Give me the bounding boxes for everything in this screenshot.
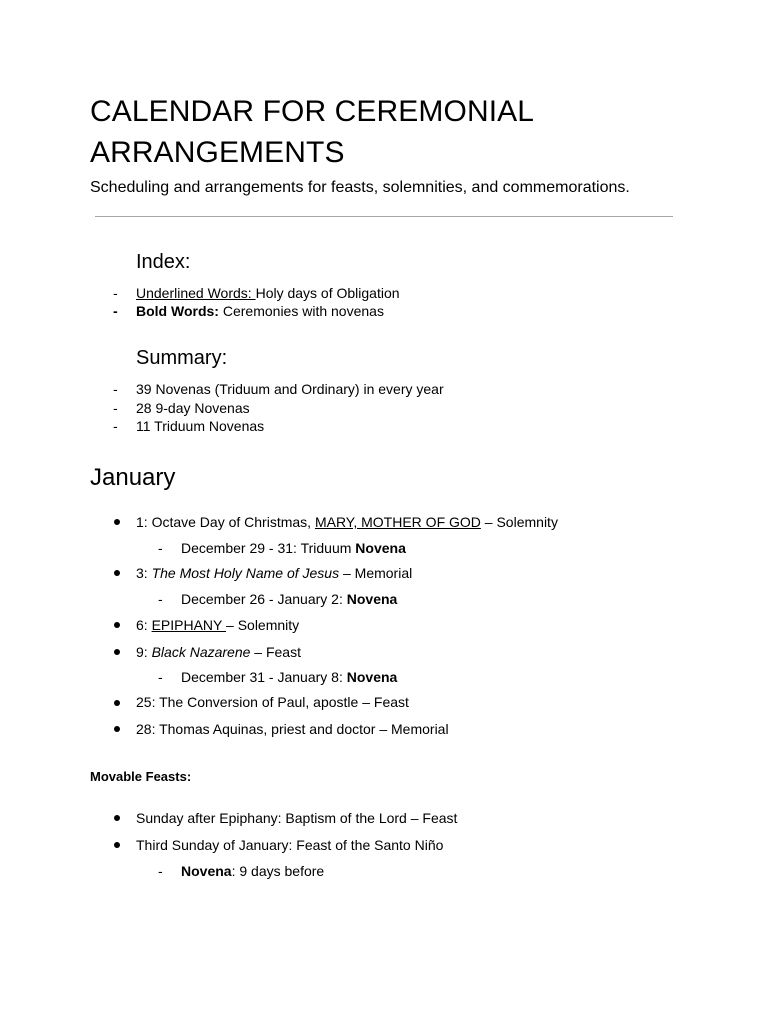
novena-detail: : 9 days before [231, 863, 325, 879]
calendar-entry [136, 617, 299, 634]
entry-name: Black Nazarene [151, 644, 251, 660]
list-dash-marker: - [158, 591, 163, 607]
index-item-underlined [136, 285, 400, 302]
index-item-label: Bold Words: [136, 303, 219, 319]
novena-label: Novena [181, 863, 232, 879]
index-item-text: Ceremonies with novenas [218, 303, 384, 319]
list-dash-marker: - [113, 303, 118, 319]
horizontal-divider [95, 216, 673, 217]
calendar-entry [136, 644, 301, 661]
calendar-entry: 28: Thomas Aquinas, priest and doctor – Memorial [136, 721, 449, 737]
novena-label: Novena [355, 540, 406, 556]
entry-date: 9: [136, 644, 152, 660]
bullet-marker [114, 726, 120, 732]
calendar-entry [136, 565, 412, 582]
movable-feasts-heading: Movable Feasts: [90, 769, 192, 784]
novena-label: Novena [346, 591, 398, 607]
document-title: CALENDAR FOR CEREMONIAL ARRANGEMENTS [90, 95, 533, 169]
novena-entry [181, 591, 397, 608]
bullet-marker [114, 649, 120, 655]
entry-name: The Most Holy Name of Jesus [151, 565, 340, 581]
list-dash-marker: - [113, 418, 118, 434]
january-heading: January [90, 464, 176, 491]
bullet-marker [114, 622, 120, 628]
list-dash-marker: - [158, 540, 163, 556]
novena-entry [181, 669, 397, 686]
index-heading: Index: [136, 251, 191, 273]
list-dash-marker: - [113, 285, 118, 301]
novena-dates: December 26 - January 2: [181, 591, 347, 607]
novena-entry [181, 863, 324, 880]
entry-date: 3: [136, 565, 152, 581]
movable-entry: Sunday after Epiphany: Baptism of the Lord – Feast [136, 810, 458, 826]
novena-dates: December 31 - January 8: [181, 669, 347, 685]
novena-entry [181, 540, 406, 557]
list-dash-marker: - [158, 669, 163, 685]
bullet-marker [114, 815, 120, 821]
entry-name-holy-day: EPIPHANY [151, 617, 227, 633]
bullet-marker [114, 519, 120, 525]
summary-heading: Summary: [136, 347, 228, 369]
entry-rank: – Solemnity [480, 514, 558, 530]
entry-date: 1: Octave Day of Christmas, [136, 514, 315, 530]
list-dash-marker: - [158, 863, 163, 879]
novena-label: Novena [346, 669, 398, 685]
index-item-bold [136, 303, 384, 320]
bullet-marker [114, 842, 120, 848]
calendar-entry [136, 514, 558, 531]
entry-name-holy-day: MARY, MOTHER OF GOD [314, 514, 481, 530]
movable-entry: Third Sunday of January: Feast of the Santo Niño [136, 837, 444, 853]
summary-item: 39 Novenas (Triduum and Ordinary) in every year [136, 381, 444, 397]
calendar-entry: 25: The Conversion of Paul, apostle – Feast [136, 694, 409, 710]
entry-rank: – Solemnity [226, 617, 300, 633]
summary-item: 28 9-day Novenas [136, 400, 250, 416]
document-subtitle: Scheduling and arrangements for feasts, solemnities, and commemorations. [90, 179, 630, 196]
bullet-marker [114, 700, 120, 706]
entry-rank: – Feast [250, 644, 301, 660]
list-dash-marker: - [113, 381, 118, 397]
summary-item: 11 Triduum Novenas [136, 418, 265, 434]
index-item-label: Underlined Words: [136, 285, 256, 301]
bullet-marker [114, 570, 120, 576]
entry-rank: – Memorial [339, 565, 413, 581]
index-item-text: Holy days of Obligation [255, 285, 400, 301]
list-dash-marker: - [113, 400, 118, 416]
novena-dates: December 29 - 31: Triduum [181, 540, 356, 556]
entry-date: 6: [136, 617, 152, 633]
